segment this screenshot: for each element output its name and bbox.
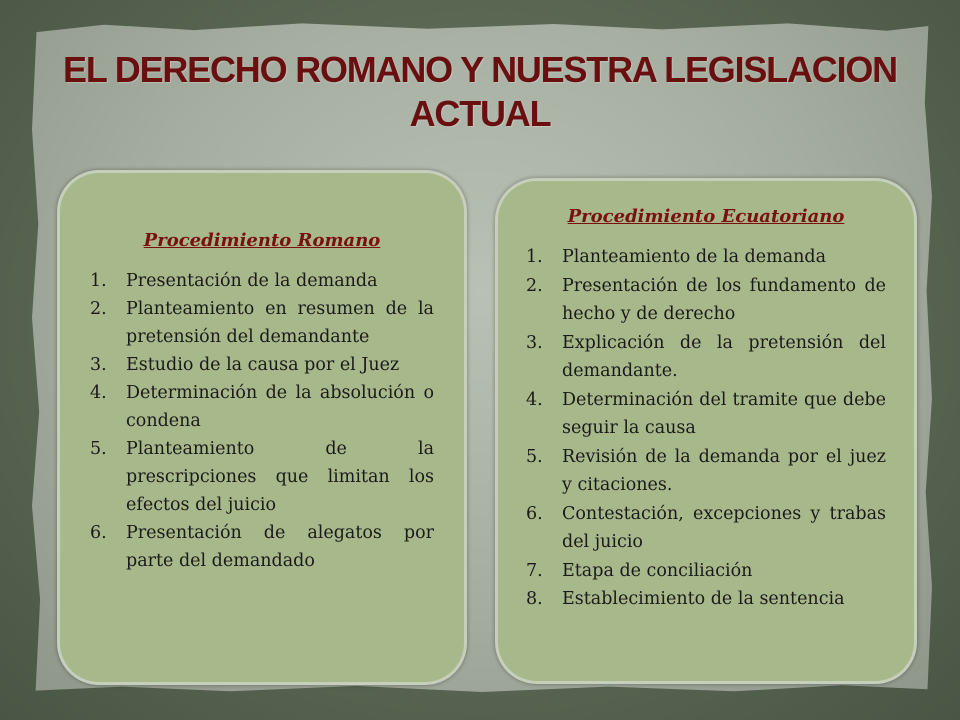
- ecuadorian-procedure-list: [526, 243, 886, 614]
- list-item-text: Etapa de conciliación: [562, 560, 753, 581]
- list-item-text: Determinación de la absolución o condena: [126, 383, 434, 431]
- list-item-number: 1.: [526, 247, 543, 267]
- list-item: [526, 329, 886, 386]
- list-item-text: Contestación, excepciones y trabas del juicio: [562, 503, 886, 552]
- list-item: [526, 443, 886, 500]
- roman-procedure-panel: [57, 170, 467, 685]
- list-item-number: 5.: [526, 446, 543, 467]
- ecuadorian-procedure-heading: Procedimiento Ecuatoriano: [567, 206, 845, 227]
- list-item: [526, 272, 886, 329]
- list-item-number: 2.: [526, 275, 543, 296]
- list-item-number: 1.: [90, 271, 107, 291]
- list-item-text: Estudio de la causa por el Juez: [126, 355, 400, 375]
- list-item-text: Presentación de la demanda: [126, 271, 378, 291]
- list-item-number: 6.: [90, 523, 107, 543]
- list-item: [90, 519, 434, 575]
- roman-procedure-list: [90, 267, 434, 575]
- roman-procedure-heading: Procedimiento Romano: [143, 230, 381, 251]
- list-item: [526, 585, 886, 614]
- list-item: [90, 379, 434, 435]
- list-item-number: 2.: [90, 299, 107, 319]
- list-item-text: Explicación de la pretensión del demandante.: [562, 332, 886, 381]
- list-item-text: Revisión de la demanda por el juez y citaciones.: [562, 446, 886, 495]
- list-item-text: Planteamiento de la demanda: [562, 247, 827, 267]
- list-item: [90, 351, 434, 379]
- list-item-text: Planteamiento en resumen de la pretensión del demandante: [126, 299, 434, 347]
- list-item-number: 4.: [90, 383, 107, 403]
- list-item-number: 8.: [526, 589, 543, 609]
- list-item: [90, 435, 434, 519]
- list-item: [90, 295, 434, 351]
- list-item-text: Planteamiento de la prescripciones que limitan los efectos del juicio: [126, 439, 434, 515]
- list-item: [526, 500, 886, 557]
- list-item: [526, 243, 886, 272]
- list-item-text: Presentación de alegatos por parte del demandado: [126, 523, 434, 571]
- list-item-text: Presentación de los fundamento de hecho y de derecho: [562, 275, 886, 324]
- slide-title: EL DERECHO ROMANO Y NUESTRA LEGISLACION ACTUAL: [63, 49, 897, 134]
- list-item-number: 3.: [90, 355, 107, 375]
- list-item-number: 6.: [526, 503, 543, 524]
- list-item: [526, 386, 886, 443]
- list-item-text: Determinación del tramite que debe seguir la causa: [562, 389, 886, 438]
- list-item: [526, 557, 886, 586]
- list-item-number: 3.: [526, 332, 543, 353]
- list-item-number: 7.: [526, 560, 543, 581]
- list-item-number: 4.: [526, 389, 543, 410]
- ecuadorian-procedure-panel: [495, 178, 917, 684]
- list-item: [90, 267, 434, 295]
- list-item-text: Establecimiento de la sentencia: [562, 589, 845, 609]
- list-item-number: 5.: [90, 439, 107, 459]
